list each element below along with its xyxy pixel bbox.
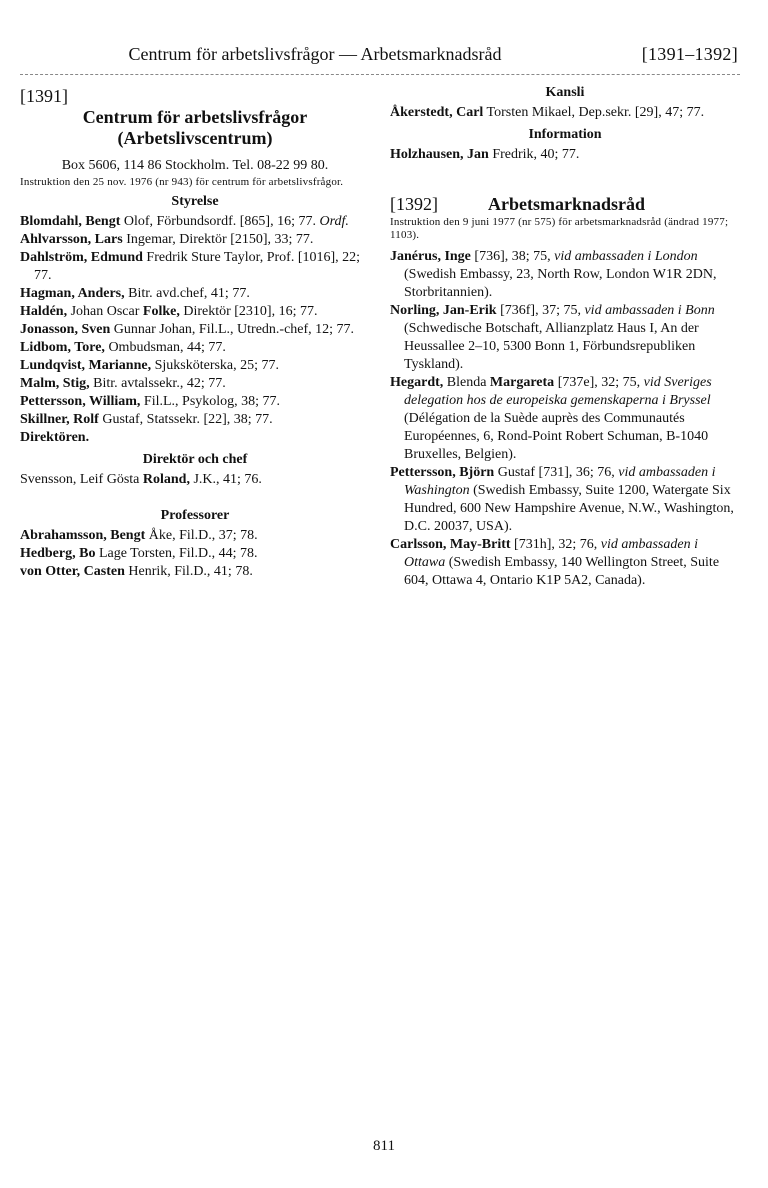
- styrelse-list: [20, 213, 370, 429]
- list-item: Jonasson, Sven Gunnar Johan, Fil.L., Utredn.-chef, 12; 77.: [20, 322, 355, 337]
- list-item: Abrahamsson, Bengt Åke, Fil.D., 37; 78.: [20, 528, 258, 543]
- section-heading-1392: [390, 194, 740, 215]
- list-item: Hedberg, Bo Lage Torsten, Fil.D., 44; 78.: [20, 546, 258, 561]
- list-item: Holzhausen, Jan Fredrik, 40; 77.: [390, 147, 580, 162]
- address: Box 5606, 114 86 Stockholm. Tel. 08-22 99 80.: [61, 158, 329, 173]
- arbetsmarknadsrad-list: [390, 248, 740, 590]
- list-item: Hegardt, Blenda Margareta [737e], 32; 75, vid Sveriges delegation hos de europeiska gemenskaperna i Bryssel (Délégation de la Suède auprès des Communautés Européennes, 6, Rond-Point Robert Schuman, B-1040 Bruxelles, Belgien).: [390, 375, 712, 462]
- subhead-professorer: Professorer: [160, 508, 230, 523]
- direktoren-line: Direktören.: [20, 430, 90, 445]
- page-number: 811: [373, 1138, 395, 1154]
- right-column: [390, 80, 740, 590]
- list-item: Haldén, Johan Oscar Folke, Direktör [2310], 16; 77.: [20, 304, 318, 319]
- section-title-1391: [20, 107, 370, 149]
- list-item: Pettersson, William, Fil.L., Psykolog, 38; 77.: [20, 394, 281, 409]
- list-item: Skillner, Rolf Gustaf, Statssekr. [22], 38; 77.: [20, 412, 273, 427]
- professorer-list: [20, 527, 370, 581]
- section-title-1392: Arbetsmarknadsråd: [488, 194, 646, 214]
- running-header-range: [1391–1392]: [641, 44, 738, 64]
- section-title-line2: (Arbetslivscentrum): [117, 128, 273, 148]
- list-item: Lundqvist, Marianne, Sjuksköterska, 25; 77.: [20, 358, 280, 373]
- list-item: Blomdahl, Bengt Olof, Förbundsordf. [865], 16; 77. Ordf.: [20, 214, 349, 229]
- subhead-information: Information: [528, 127, 602, 142]
- list-item: Åkerstedt, Carl Torsten Mikael, Dep.sekr. [29], 47; 77.: [390, 105, 705, 120]
- section-number-1392: [1392]: [390, 194, 438, 214]
- list-item: Pettersson, Björn Gustaf [731], 36; 76, vid ambassaden i Washington (Swedish Embassy, Suite 1200, Watergate Six Hundred, 600 New Hampshire Avenue, N.W., Washington, D.C. 20037, USA).: [390, 465, 734, 534]
- running-header-title: Centrum för arbetslivsfrågor — Arbetsmarknadsråd: [128, 44, 502, 64]
- left-column: [20, 80, 370, 581]
- section-number-1391: [1391]: [20, 86, 68, 106]
- subhead-kansli: Kansli: [545, 85, 585, 100]
- instruction-1392: Instruktion den 9 juni 1977 (nr 575) för arbetsmarknadsråd (ändrad 1977; 1103).: [390, 216, 729, 241]
- list-item: Ahlvarsson, Lars Ingemar, Direktör [2150], 33; 77.: [20, 232, 314, 247]
- subhead-styrelse: Styrelse: [171, 194, 219, 209]
- instruction-1391: Instruktion den 25 nov. 1976 (nr 943) för centrum för arbetslivsfrågor.: [20, 176, 344, 188]
- running-header: [20, 40, 740, 68]
- header-rule: [20, 74, 740, 75]
- list-item: Dahlström, Edmund Fredrik Sture Taylor, Prof. [1016], 22; 77.: [20, 250, 361, 283]
- list-item: Lidbom, Tore, Ombudsman, 44; 77.: [20, 340, 226, 355]
- list-item: Hagman, Anders, Bitr. avd.chef, 41; 77.: [20, 286, 250, 301]
- list-item: Malm, Stig, Bitr. avtalssekr., 42; 77.: [20, 376, 226, 391]
- section-title-line1: Centrum för arbetslivsfrågor: [82, 107, 308, 127]
- list-item: Svensson, Leif Gösta Roland, J.K., 41; 76.: [20, 472, 262, 487]
- list-item: von Otter, Casten Henrik, Fil.D., 41; 78.: [20, 564, 253, 579]
- list-item: Norling, Jan-Erik [736f], 37; 75, vid ambassaden i Bonn (Schwedische Botschaft, Allianzplatz Haus I, An der Heussallee 2–10, 5300 Bonn 1, Förbundsrepubliken Tyskland).: [390, 303, 715, 372]
- subhead-direktor: Direktör och chef: [142, 452, 248, 467]
- list-item: Carlsson, May-Britt [731h], 32; 76, vid ambassaden i Ottawa (Swedish Embassy, 140 Wellington Street, Suite 604, Ottawa 4, Ontario K1P 5A2, Canada).: [390, 537, 720, 588]
- list-item: Janérus, Inge [736], 38; 75, vid ambassaden i London (Swedish Embassy, 23, North Row, London W1R 2DN, Storbritannien).: [390, 249, 717, 300]
